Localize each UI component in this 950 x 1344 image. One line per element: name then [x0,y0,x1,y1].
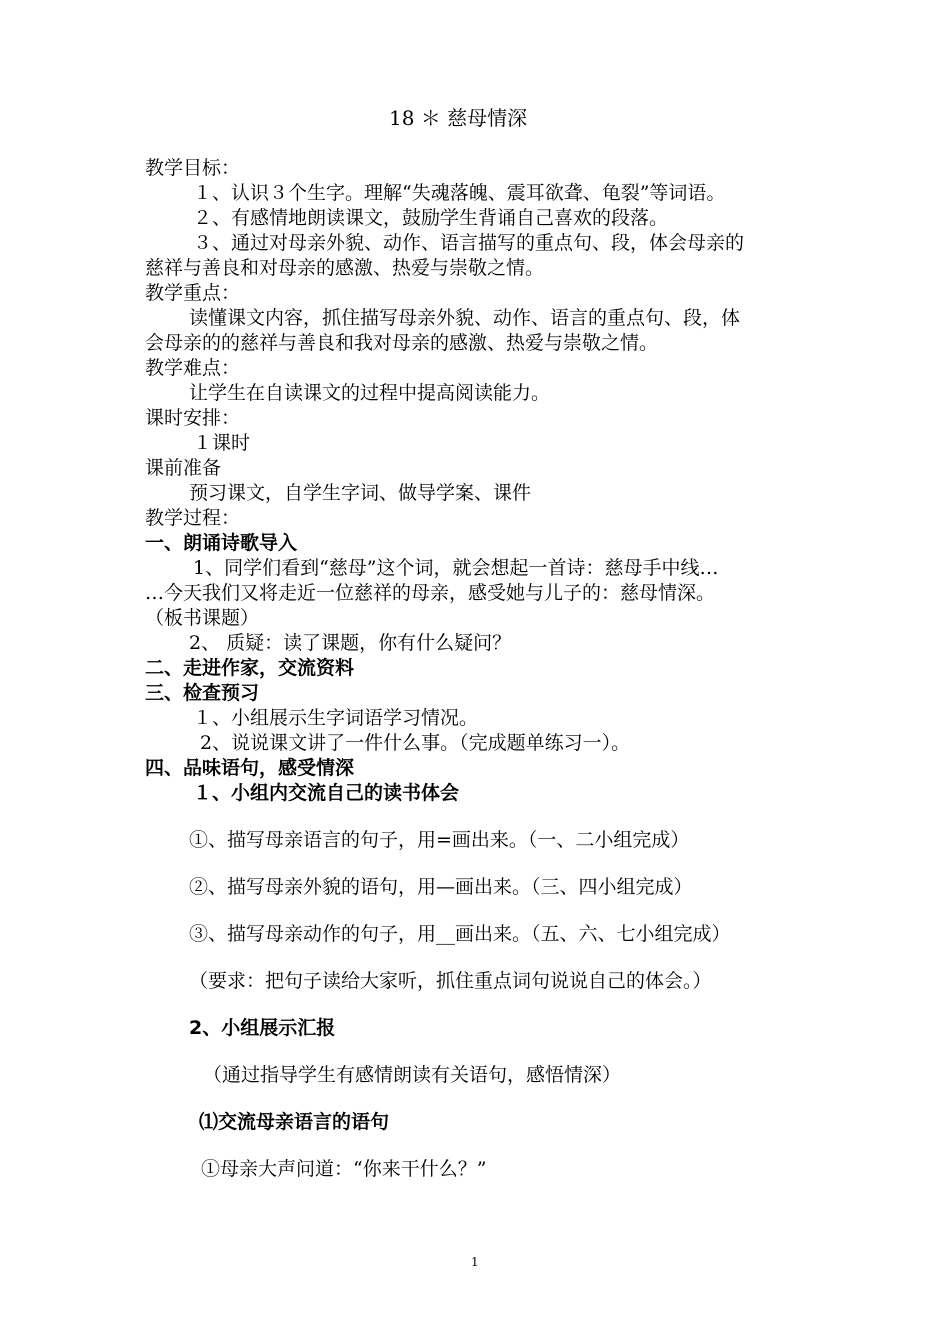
goal-1: １、认识３个生字。理解“失魂落魄、震耳欲聋、龟裂”等词语。 [193,182,726,204]
requirement: （要求：把句子读给大家听，抓住重点词句说说自己的体会。） [189,970,712,992]
difficulty-text: 让学生在自读课文的过程中提高阅读能力。 [189,382,551,404]
goal-3-line-1: ３、通过对母亲外貌、动作、语言描写的重点句、段，体会母亲的 [193,232,745,254]
step-3-line-1: １、小组展示生字词语学习情况。 [193,707,479,729]
lesson-title: 18 ＊ 慈母情深 [389,106,528,130]
quote-1: ①母亲大声问道：“你来干什么？” [201,1158,487,1180]
step-2-heading: 二、走进作家，交流资料 [145,657,355,679]
step-4-sub-1: １、小组内交流自己的读书体会 [193,782,460,804]
focus-line-2: 会母亲的的慈祥与善良和我对母亲的感激、热爱与崇敬之情。 [145,332,659,354]
prep-text: 预习课文，自学生字词、做导学案、课件 [189,482,532,504]
step-1-line-4: 2、 质疑：读了课题，你有什么疑问？ [189,632,512,654]
task-2: ②、描写母亲外貌的语句，用—画出来。（三、四小组完成） [189,876,693,898]
difficulty-heading: 教学难点： [145,357,241,379]
exchange-heading: ⑴交流母亲语言的语句 [199,1111,390,1133]
step-3-heading: 三、检查预习 [145,682,260,704]
step-1-line-3: （板书课题） [145,607,260,629]
task-1: ①、描写母亲语言的句子，用=画出来。（一、二小组完成） [189,829,690,851]
period-heading: 课时安排： [145,407,241,429]
step-1-line-2: …今天我们又将走近一位慈祥的母亲，感受她与儿子的：慈母情深。 [145,582,716,604]
step-4-heading: 四、品味语句，感受情深 [145,757,355,779]
step-4-sub-2: 2、小组展示汇报 [189,1017,336,1039]
page-number: 1 [471,1255,479,1269]
guide-note: （通过指导学生有感情朗读有关语句，感悟情深） [203,1064,622,1086]
process-heading: 教学过程： [145,507,241,529]
step-3-line-2: 2、说说课文讲了一件什么事。（完成题单练习一）。 [200,732,631,754]
goal-3-line-2: 慈祥与善良和对母亲的感激、热爱与崇敬之情。 [145,257,545,279]
focus-heading: 教学重点： [145,282,241,304]
period-text: １课时 [193,432,251,454]
goals-heading: 教学目标： [145,157,241,179]
goal-2: ２、有感情地朗读课文，鼓励学生背诵自己喜欢的段落。 [193,207,669,229]
focus-line-1: 读懂课文内容，抓住描写母亲外貌、动作、语言的重点句、段，体 [189,307,741,329]
task-3: ③、描写母亲动作的句子，用__画出来。（五、六、七小组完成） [189,923,731,945]
prep-heading: 课前准备 [145,457,222,479]
step-1-heading: 一、朗诵诗歌导入 [145,532,298,554]
step-1-line-1: 1、同学们看到“慈母”这个词，就会想起一首诗：慈母手中线… [193,557,719,579]
